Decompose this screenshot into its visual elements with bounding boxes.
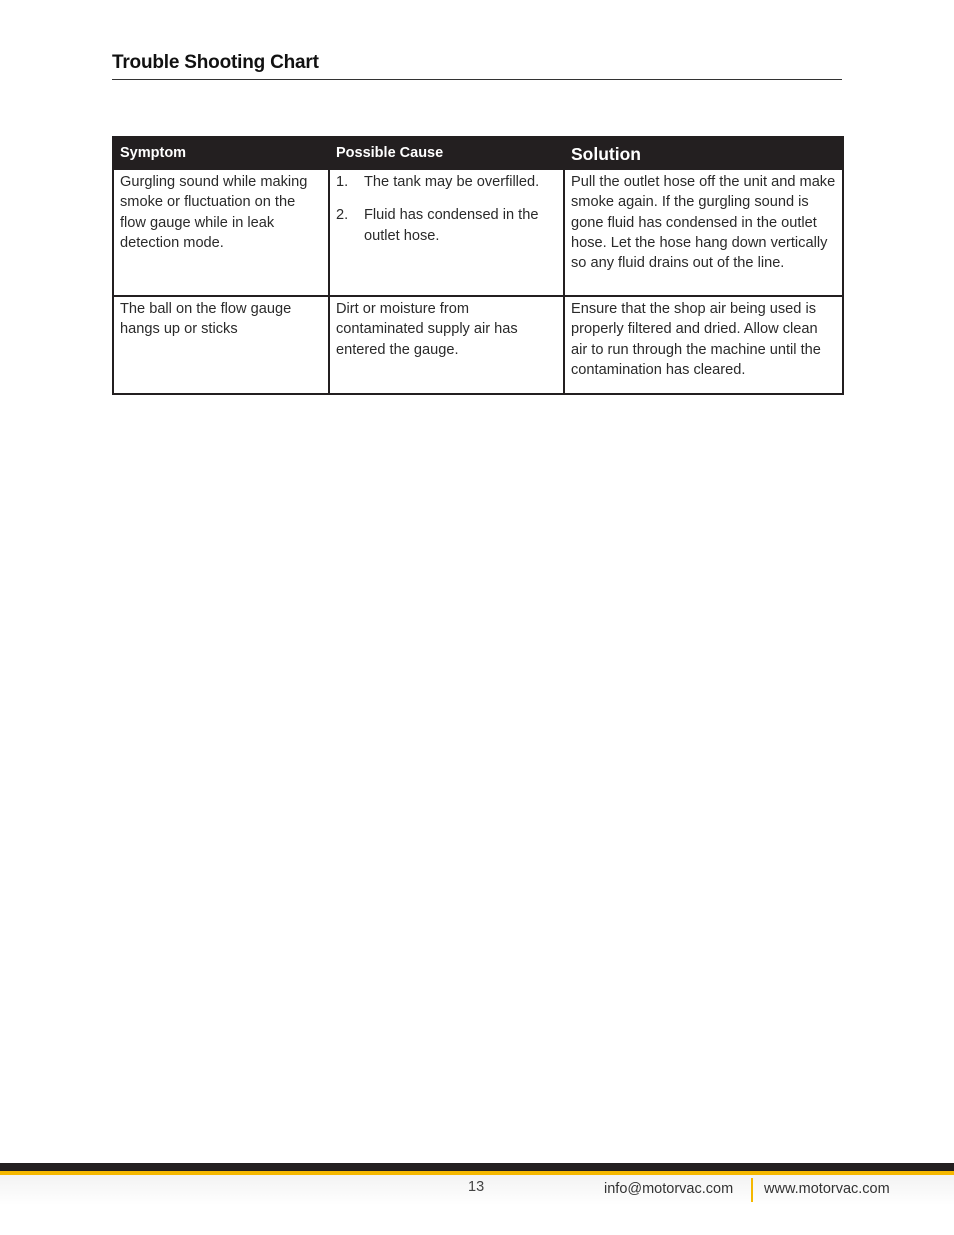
- footer-dark-bar: [0, 1163, 954, 1171]
- footer-email-link[interactable]: info@motorvac.com: [604, 1181, 734, 1197]
- table-row: [113, 169, 843, 296]
- cause-list: [336, 172, 557, 246]
- header-possible-cause: Possible Cause: [329, 137, 564, 169]
- cause-text: Fluid has condensed in the outlet hose.: [364, 207, 539, 244]
- page-title: Trouble Shooting Chart: [112, 52, 319, 73]
- table-row: [113, 296, 843, 394]
- cause-cell: Dirt or moisture from contaminated supply air has entered the gauge.: [329, 296, 564, 394]
- header-symptom: Symptom: [113, 137, 329, 169]
- header-solution: Solution: [564, 137, 843, 169]
- trouble-shooting-table: [112, 136, 844, 395]
- cause-number: 2.: [336, 207, 349, 224]
- cause-text: The tank may be overfilled.: [364, 174, 540, 190]
- cause-list-item: [336, 205, 557, 246]
- cause-cell: [329, 169, 564, 296]
- page-number: 13: [468, 1179, 485, 1195]
- footer-divider: [751, 1178, 753, 1202]
- title-divider: [112, 79, 842, 80]
- footer-website-link[interactable]: www.motorvac.com: [764, 1181, 890, 1197]
- solution-cell: Ensure that the shop air being used is properly filtered and dried. Allow clean air to run through the machine until the contamination has cleared.: [564, 296, 843, 394]
- symptom-cell: Gurgling sound while making smoke or fluctuation on the flow gauge while in leak detection mode.: [113, 169, 329, 296]
- symptom-cell: The ball on the flow gauge hangs up or sticks: [113, 296, 329, 394]
- cause-number: 1.: [336, 174, 349, 190]
- cause-list-item: [336, 172, 557, 192]
- solution-cell: Pull the outlet hose off the unit and make smoke again. If the gurgling sound is gone fluid has condensed in the outlet hose. Let the hose hang down vertically so any fluid drains out of the line.: [564, 169, 843, 296]
- table-header-row: [113, 137, 843, 169]
